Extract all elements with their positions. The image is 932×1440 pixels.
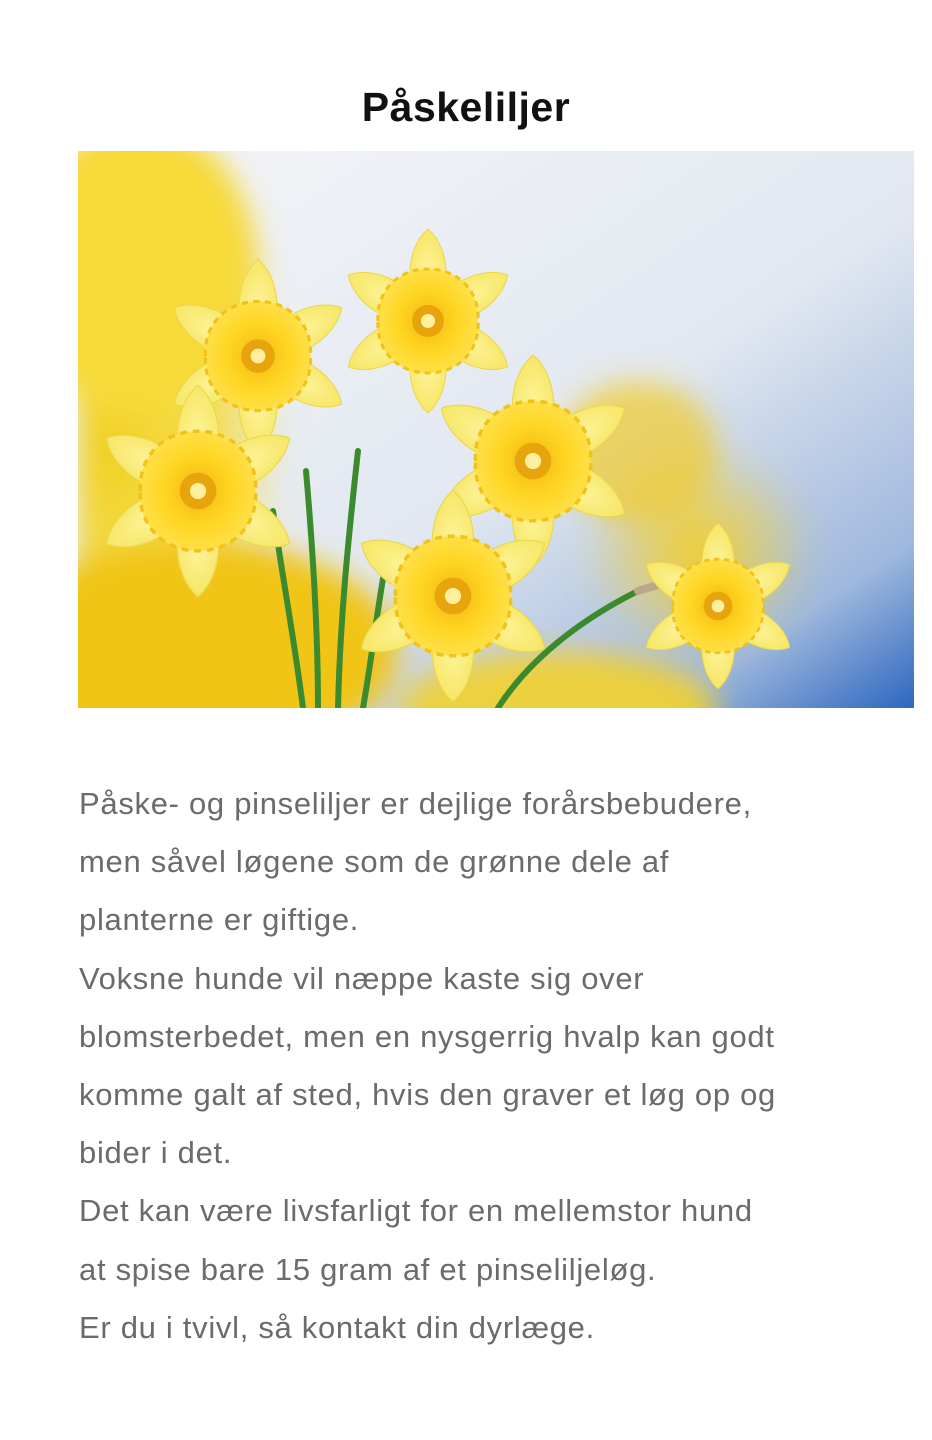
body-line: at spise bare 15 gram af et pinseliljeløg. [79, 1251, 657, 1287]
body-line: planterne er giftige. [79, 902, 360, 938]
body-line: Det kan være livsfarligt for en mellemstor hund [79, 1193, 753, 1229]
page-title: Påskeliljer [361, 84, 571, 131]
body-line: bider i det. [79, 1135, 233, 1171]
body-line: komme galt af sted, hvis den graver et løg op og [79, 1077, 776, 1113]
body-line: Er du i tvivl, så kontakt din dyrlæge. [79, 1309, 595, 1345]
body-line: men såvel løgene som de grønne dele af [79, 844, 670, 880]
daffodil-photo [78, 151, 914, 708]
body-line: blomsterbedet, men en nysgerrig hvalp kan godt [79, 1018, 775, 1054]
body-line: Påske- og pinseliljer er dejlige forårsbebudere, [79, 786, 752, 821]
article-body [79, 775, 919, 1357]
body-line: Voksne hunde vil næppe kaste sig over [79, 960, 645, 996]
